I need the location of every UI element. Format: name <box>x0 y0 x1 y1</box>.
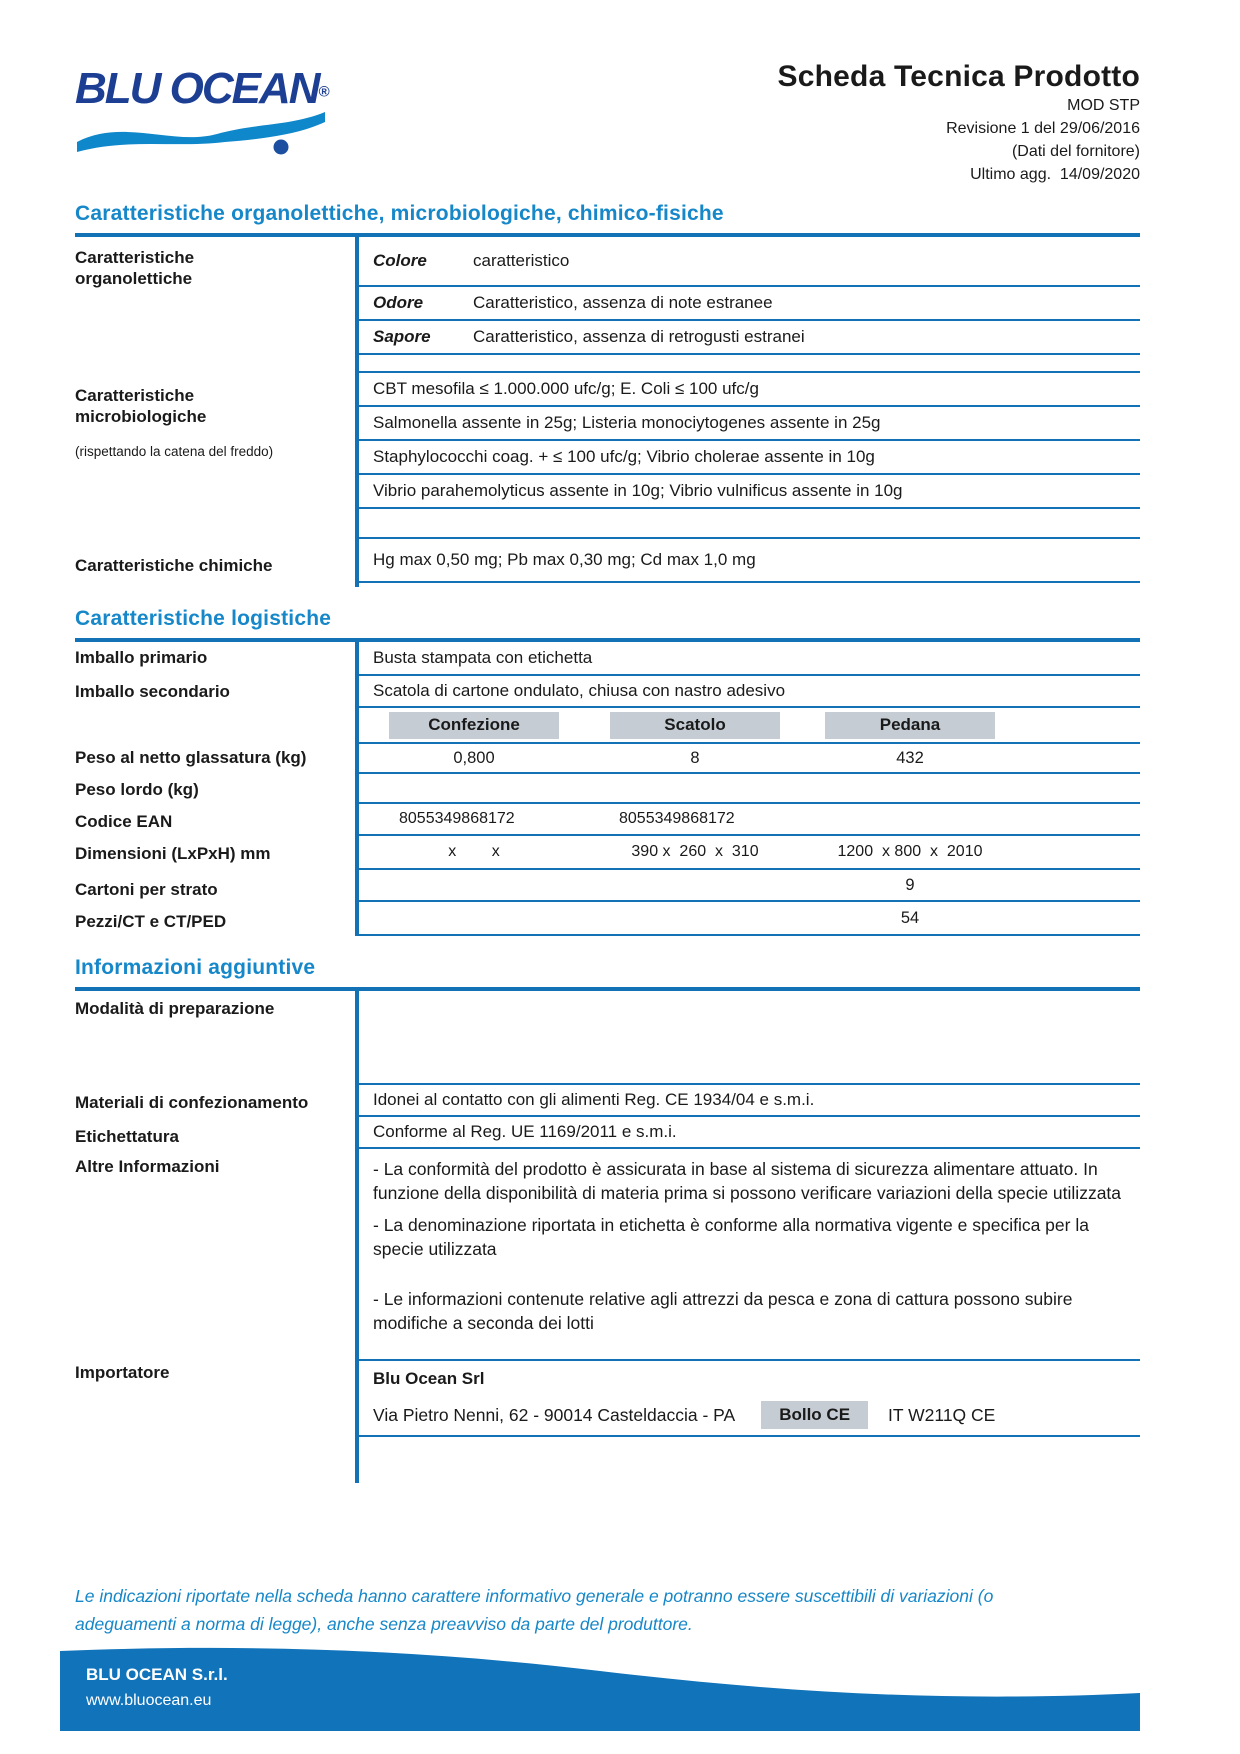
footer-wave-icon <box>60 1645 1140 1731</box>
bollo-ce-value: IT W211Q CE <box>888 1404 996 1425</box>
brand-logo <box>75 50 345 156</box>
table-row <box>359 287 1140 321</box>
table-row <box>359 407 1140 441</box>
document-revision: Revisione 1 del 29/06/2016 <box>946 120 1140 137</box>
codice-ean-label: Codice EAN <box>75 812 173 831</box>
confezione-header-cell <box>359 712 589 739</box>
table-row <box>359 642 1140 676</box>
footer-company: BLU OCEAN S.r.l. <box>86 1665 228 1684</box>
other-info-paragraph: - La conformità del prodotto è assicurata in base al sistema di sicurezza alimentare attuato. In funzione della disponibilità di materia prima si possono verificare variazioni della specie utilizzata <box>373 1159 1122 1203</box>
table-row <box>359 902 1140 936</box>
other-info-paragraph: - La denominazione riportata in etichetta è conforme alla normativa vigente e specifica per la specie utilizzata <box>373 1215 1089 1259</box>
document-mod: MOD STP <box>1067 97 1140 114</box>
table-row <box>359 870 1140 902</box>
document-title: Scheda Tecnica Prodotto <box>777 60 1140 93</box>
table-row <box>359 373 1140 407</box>
section-title-additional: Informazioni aggiuntive <box>75 956 316 979</box>
ean-confezione: 8055349868172 <box>399 810 515 827</box>
footer <box>60 1645 1140 1731</box>
table-row <box>359 774 1140 804</box>
dimensioni-scatolo: 390 x 260 x 310 <box>631 843 759 860</box>
label-block-chemical <box>75 541 355 587</box>
registered-trademark-icon: ® <box>318 83 330 101</box>
ean-scatolo: 8055349868172 <box>619 810 735 827</box>
pezzi-label: Pezzi/CT e CT/PED <box>75 912 227 931</box>
organoleptic-label: Caratteristiche organolettiche <box>75 248 195 288</box>
preparazione-label: Modalità di preparazione <box>75 999 275 1018</box>
row-value-colore: caratteristico <box>473 251 570 270</box>
scatolo-header: Scatolo <box>610 712 780 739</box>
altre-informazioni-label: Altre Informazioni <box>75 1157 220 1176</box>
table-row <box>359 744 1140 774</box>
row-name-colore: Colore <box>373 251 427 270</box>
microbiological-label: Caratteristiche microbiologiche <box>75 386 207 426</box>
importer-name: Blu Ocean Srl <box>373 1369 485 1388</box>
micro-row-cbt: CBT mesofila ≤ 1.000.000 ufc/g; E. Coli ≤ 100 ufc/g <box>373 379 759 398</box>
preparazione-row <box>359 991 1140 1085</box>
peso-netto-pedana: 432 <box>896 748 924 767</box>
table-row <box>359 1117 1140 1149</box>
logistics-table-labels <box>75 642 355 936</box>
supplier-note: (Dati del fornitore) <box>1011 143 1140 160</box>
cold-chain-note: (rispettando la catena del freddo) <box>75 444 274 459</box>
column-header-row <box>359 708 1140 744</box>
disclaimer-text: Le indicazioni riportate nella scheda hanno carattere informativo generale e potranno essere suscettibili di variazioni (o adeguamenti a norma di legge), anche senza preavviso da parte del produttore. <box>75 1586 994 1634</box>
peso-netto-scatolo: 8 <box>690 748 700 767</box>
pezzi-pedana: 54 <box>900 908 920 927</box>
logistics-table-values <box>355 642 1140 936</box>
organoleptic-table <box>75 233 1140 587</box>
cartoni-label: Cartoni per strato <box>75 880 218 899</box>
additional-table-values <box>355 991 1140 1483</box>
pedana-header-cell <box>801 712 1019 739</box>
brand-wordmark <box>75 64 345 114</box>
label-block-organoleptic <box>75 237 355 375</box>
logistics-table <box>75 638 1140 936</box>
header <box>75 50 1140 188</box>
pedana-header: Pedana <box>825 712 995 739</box>
etichettatura-value: Conforme al Reg. UE 1169/2011 e s.m.i. <box>373 1122 677 1141</box>
peso-lordo-label: Peso lordo (kg) <box>75 780 199 799</box>
row-value-sapore: Caratteristico, assenza di retrogusti estranei <box>473 327 805 346</box>
imballo-primario-value: Busta stampata con etichetta <box>373 648 593 667</box>
empty-row <box>359 509 1140 539</box>
section-additional-info <box>75 956 1140 1483</box>
imballo-primario-label: Imballo primario <box>75 648 208 667</box>
brand-name: BLU OCEAN <box>75 64 319 113</box>
imballo-secondario-label: Imballo secondario <box>75 682 230 701</box>
table-row <box>359 441 1140 475</box>
importer-address: Via Pietro Nenni, 62 - 90014 Casteldaccia - PA <box>373 1404 736 1425</box>
table-row <box>359 836 1140 870</box>
section-logistics <box>75 607 1140 936</box>
chemical-row: Hg max 0,50 mg; Pb max 0,30 mg; Cd max 1,0 mg <box>373 550 756 569</box>
micro-row-staphylococchi: Staphylococchi coag. + ≤ 100 ufc/g; Vibrio cholerae assente in 10g <box>373 447 875 466</box>
document-meta <box>778 50 1140 186</box>
row-name-sapore: Sapore <box>373 327 431 346</box>
section-title-logistics: Caratteristiche logistiche <box>75 607 332 630</box>
dimensioni-label: Dimensioni (LxPxH) mm <box>75 844 271 863</box>
additional-table-labels <box>75 991 355 1483</box>
dimensioni-confezione: x x <box>448 843 500 860</box>
importatore-label: Importatore <box>75 1363 170 1382</box>
confezione-header: Confezione <box>389 712 559 739</box>
table-row <box>359 475 1140 509</box>
dimensioni-pedana: 1200 x 800 x 2010 <box>837 843 983 860</box>
spacer-row <box>359 355 1140 373</box>
other-info-paragraph: - Le informazioni contenute relative agli attrezzi da pesca e zona di cattura possono subire modifiche a seconda dei lotti <box>373 1289 1073 1333</box>
imballo-secondario-value: Scatola di cartone ondulato, chiusa con nastro adesivo <box>373 681 786 700</box>
footer-website: www.bluocean.eu <box>86 1692 212 1709</box>
cartoni-pedana: 9 <box>905 875 915 894</box>
table-row <box>359 539 1140 583</box>
table-row <box>359 676 1140 708</box>
section-organoleptic <box>75 202 1140 587</box>
importatore-row <box>359 1361 1140 1437</box>
peso-netto-confezione: 0,800 <box>453 748 495 767</box>
row-value-odore: Caratteristico, assenza di note estranee <box>473 293 773 312</box>
section-title-organoleptic: Caratteristiche organolettiche, microbiologiche, chimico-fisiche <box>75 202 724 225</box>
logo-wave-icon <box>75 108 327 156</box>
organoleptic-table-values <box>355 237 1140 587</box>
micro-row-vibrio: Vibrio parahemolyticus assente in 10g; Vibrio vulnificus assente in 10g <box>373 481 903 500</box>
table-row <box>359 321 1140 355</box>
table-row <box>359 804 1140 836</box>
additional-info-table <box>75 987 1140 1483</box>
empty-row <box>359 1437 1140 1483</box>
scatolo-header-cell <box>589 712 801 739</box>
importer-address-row <box>373 1401 1140 1429</box>
table-row <box>359 1085 1140 1117</box>
peso-netto-label: Peso al netto glassatura (kg) <box>75 748 307 767</box>
row-name-odore: Odore <box>373 293 424 312</box>
organoleptic-table-labels <box>75 237 355 587</box>
materiali-label: Materiali di confezionamento <box>75 1093 309 1112</box>
chemical-label: Caratteristiche chimiche <box>75 556 273 575</box>
micro-row-salmonella: Salmonella assente in 25g; Listeria monociytogenes assente in 25g <box>373 413 881 432</box>
materiali-value: Idonei al contatto con gli alimenti Reg. CE 1934/04 e s.m.i. <box>373 1090 815 1109</box>
last-update: Ultimo agg. 14/09/2020 <box>970 166 1140 183</box>
table-row <box>359 237 1140 287</box>
bollo-ce-chip: Bollo CE <box>761 1401 868 1429</box>
label-block-microbiological <box>75 375 355 541</box>
altre-informazioni-row <box>359 1149 1140 1361</box>
etichettatura-label: Etichettatura <box>75 1127 179 1146</box>
